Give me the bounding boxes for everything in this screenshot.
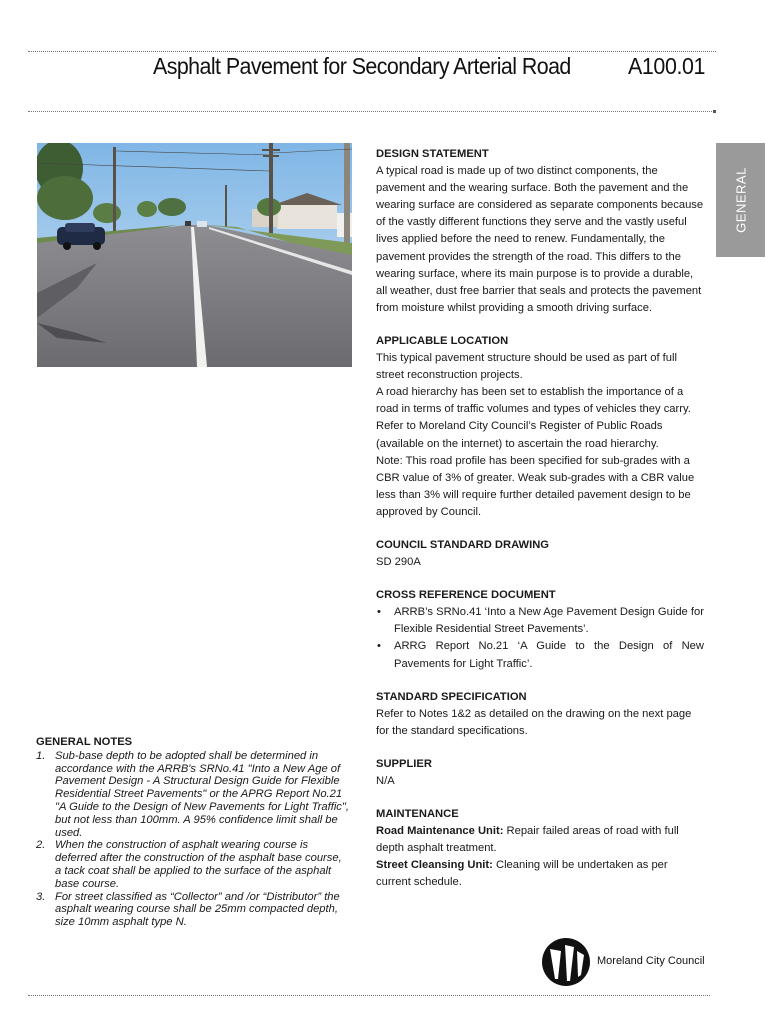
standard-specification-heading: STANDARD SPECIFICATION (376, 690, 527, 703)
note-text: For street classified as “Collector” and /or “Distributor” the asphalt wearing course shall be 25mm compacted depth, size 10mm asphalt type N. (55, 890, 340, 929)
divider-end-dot (713, 110, 716, 113)
supplier-heading: SUPPLIER (376, 757, 432, 770)
street-cleansing-label: Street Cleansing Unit: (376, 859, 493, 872)
list-item: • ARRG Report No.21 ‘A Guide to the Design of New Pavements for Light Traffic’. (394, 638, 704, 672)
general-notes-heading: GENERAL NOTES (36, 736, 133, 748)
council-standard-drawing-value: SD 290A (376, 556, 421, 569)
note-number: 3. (36, 890, 46, 903)
maintenance-section (376, 806, 704, 891)
right-column (376, 146, 704, 908)
list-item (36, 750, 349, 840)
supplier-value: N/A (376, 775, 395, 787)
list-item: • ARRB’s SRNo.41 ‘Into a New Age Pavement Design Guide for Flexible Residential Street Pavements’. (394, 604, 704, 638)
general-notes-list (36, 750, 349, 929)
standard-specification-section (376, 689, 704, 740)
section-tab-label: GENERAL (733, 167, 748, 233)
section-tab-general[interactable] (716, 143, 765, 257)
document-code: A100.01 (628, 53, 706, 79)
note-text: Sub-base depth to be adopted shall be determined in accordance with the ARRB's SRNo.41 "Into a New Age of Pavement Design - A Structural Design Guide for Flexible Residential Street Pavements" or the APRG Report No.21 "A Guide to the Design of New Pavements for Light Traffic", but not less than 100mm. A 95% confidence limit shall be used. (55, 749, 349, 839)
applicable-location-section (376, 333, 704, 521)
supplier-section (376, 756, 704, 790)
street-cleansing-text (376, 857, 704, 891)
street-cleansing-detail: Cleaning will be undertaken as per current schedule. (376, 859, 668, 889)
page-title: Asphalt Pavement for Secondary Arterial Road (153, 53, 571, 79)
applicable-location-p3: Note: This road profile has been specified for sub-grades with a CBR value of 3% of greater. Weak sub-grades with a CBR value less than 3% will require further detailed pavement design to be approved by Council. (376, 454, 695, 518)
council-name: Moreland City Council (597, 955, 705, 967)
bottom-divider (28, 995, 710, 996)
standard-specification-text: Refer to Notes 1&2 as detailed on the drawing on the next page for the standard specifications. (376, 707, 692, 737)
cross-reference-list (376, 604, 704, 672)
design-statement-heading: DESIGN STATEMENT (376, 148, 489, 160)
road-photo (37, 143, 352, 367)
note-text: When the construction of asphalt wearing course is deferred after the construction of the asphalt base course, a tack coat shall be applied to the surface of the asphalt base course. (55, 839, 342, 890)
road-maintenance-label: Road Maintenance Unit: (376, 825, 504, 838)
cross-reference-section (376, 587, 704, 672)
design-statement-text: A typical road is made up of two distinct components, the pavement and the wearing surface. Both the pavement and the wearing surface are considered as separate components because of the vastly different functions they serve and the vastly useful lives applied before the need to renew. Fundamentally, the pavement provides the strength of the road. This differs to the wearing surface, where its main purpose is to provide a durable, all weather, dust free barrier that seals and protects the pavement from moisture whilst providing a smooth driving surface. (376, 165, 704, 314)
note-number: 1. (36, 749, 46, 762)
applicable-location-p2: A road hierarchy has been set to establish the importance of a road in terms of traffic volumes and types of vehicles they carry. Refer to Moreland City Council’s Register of Public Roads (available on the internet) to ascertain the road hierarchy. (376, 386, 691, 450)
list-item (36, 891, 349, 929)
list-item (36, 839, 349, 890)
top-divider (28, 51, 716, 52)
maintenance-heading: MAINTENANCE (376, 808, 459, 821)
design-statement-section (376, 146, 704, 317)
general-notes (36, 736, 349, 929)
applicable-location-heading: APPLICABLE LOCATION (376, 334, 509, 347)
applicable-location-p1: This typical pavement structure should be used as part of full street reconstruction projects. (376, 352, 677, 382)
header-divider (28, 111, 716, 112)
council-standard-drawing-section (376, 537, 704, 571)
road-maintenance-text (376, 823, 704, 857)
council-standard-drawing-heading: COUNCIL STANDARD DRAWING (376, 538, 549, 551)
road-maintenance-detail: Repair failed areas of road with full depth asphalt treatment. (376, 825, 679, 855)
note-number: 2. (36, 839, 46, 852)
cross-reference-heading: CROSS REFERENCE DOCUMENT (376, 589, 556, 602)
